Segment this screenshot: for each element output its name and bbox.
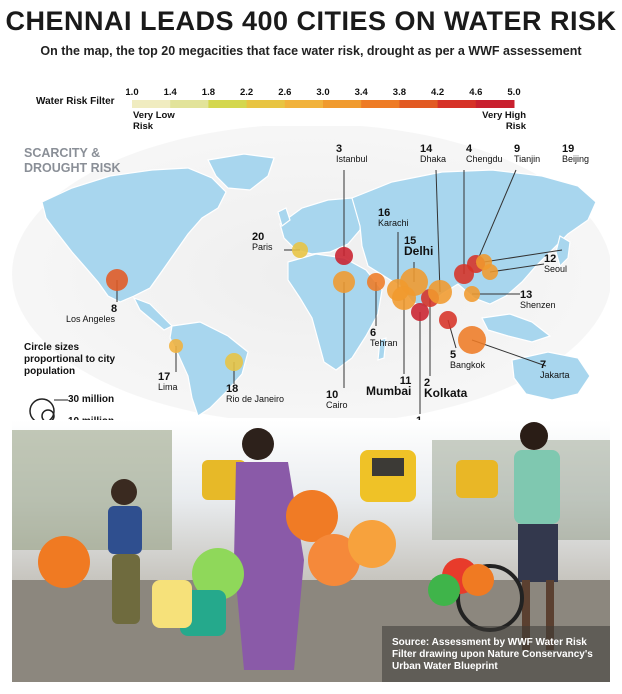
city-circle-beijing (476, 254, 492, 270)
city-circle-los-angeles (106, 269, 128, 291)
legend-tick-label: 3.0 (316, 87, 330, 98)
legend-high-label: Very High Risk (482, 110, 526, 132)
city-circle-shenzen (464, 286, 480, 302)
city-label-mumbai: 11 Mumbai (366, 375, 412, 398)
subtitle: On the map, the top 20 megacities that face water risk, drought as per a WWF assessement (40, 44, 582, 58)
man-shirt (514, 450, 560, 524)
city-circle-istanbul (335, 247, 353, 265)
legend-tick-label: 2.6 (278, 87, 292, 98)
city-leader-line (476, 170, 516, 264)
city-label-tianjin: 9 Tianjin (514, 143, 541, 164)
city-label-beijing: 19 Beijing (562, 143, 590, 164)
city-circle-dhaka (428, 280, 452, 304)
legend-low-label: Very Low Risk (133, 110, 175, 132)
city-label-karachi: 16 Karachi (378, 207, 409, 228)
legend-tick-label: 3.8 (392, 87, 406, 98)
city-circle-lima (169, 339, 183, 353)
auto-rickshaw-right (456, 460, 498, 498)
city-label-cairo: 10 Cairo (326, 389, 348, 410)
city-label-dhaka: 14 Dhaka (420, 143, 447, 164)
city-label-kolkata: 2 Kolkata (424, 377, 468, 400)
city-circle-cairo (333, 271, 355, 293)
city-label-rio: 18 Rio de Janeiro (226, 383, 285, 404)
legend-tick-label: 1.0 (125, 87, 139, 98)
girl-body (108, 506, 142, 554)
city-circle-rio-de-janeiro (225, 353, 243, 371)
city-label-istanbul: 3 Istanbul (336, 143, 368, 164)
city-label-seoul: 12 Seoul (544, 253, 568, 274)
city-leader-line (436, 170, 440, 292)
city-label-chengdu: 4 Chengdu (466, 143, 503, 164)
city-label-lima: 17 Lima (158, 371, 178, 392)
city-label-paris: 20 Paris (252, 231, 273, 252)
man-head (520, 422, 548, 450)
city-label-tehran: 6 Tehran (370, 327, 398, 348)
scarcity-drought-label: SCARCITY & DROUGHT RISK (24, 146, 121, 175)
city-label-shenzen: 13 Shenzen (520, 289, 556, 310)
headline: CHENNAI LEADS 400 CITIES ON WATER RISK (5, 6, 617, 36)
legend-tick-label: 4.2 (430, 87, 445, 98)
size-legend-large: 30 million (68, 394, 115, 405)
city-circle-bangkok (439, 311, 457, 329)
orange-pot-left (38, 536, 90, 588)
legend-tick-label: 1.4 (163, 87, 177, 98)
orange-pot-woman (286, 490, 338, 542)
legend-title: Water Risk Filter (36, 96, 115, 107)
background-trees (12, 430, 172, 550)
city-label-delhi: 15 Delhi (404, 235, 434, 258)
legend-tick-label: 5.0 (507, 87, 521, 98)
legend-tick-label: 1.8 (201, 87, 215, 98)
size-legend-note: Circle sizes proportional to city population (24, 342, 116, 377)
source-note: Source: Assessment by WWF Water Risk Filter drawing upon Nature Conservancy's Urban Water Blueprint (392, 637, 593, 672)
city-circle-paris (292, 242, 308, 258)
city-circle-tehran (367, 273, 385, 291)
legend-tick-label: 2.2 (239, 87, 254, 98)
city-label-bangkok: 5 Bangkok (450, 349, 486, 370)
legend-tick-label: 4.6 (469, 87, 483, 98)
woman-head (242, 428, 274, 460)
city-circle-karachi (387, 279, 409, 301)
girl-head (111, 479, 137, 505)
legend-tick-label: 3.4 (354, 87, 368, 98)
city-label-los-angeles: 8 Los Angeles (66, 303, 118, 324)
city-label-jakarta: 7 Jakarta (540, 359, 570, 380)
city-leader-line (490, 264, 544, 272)
